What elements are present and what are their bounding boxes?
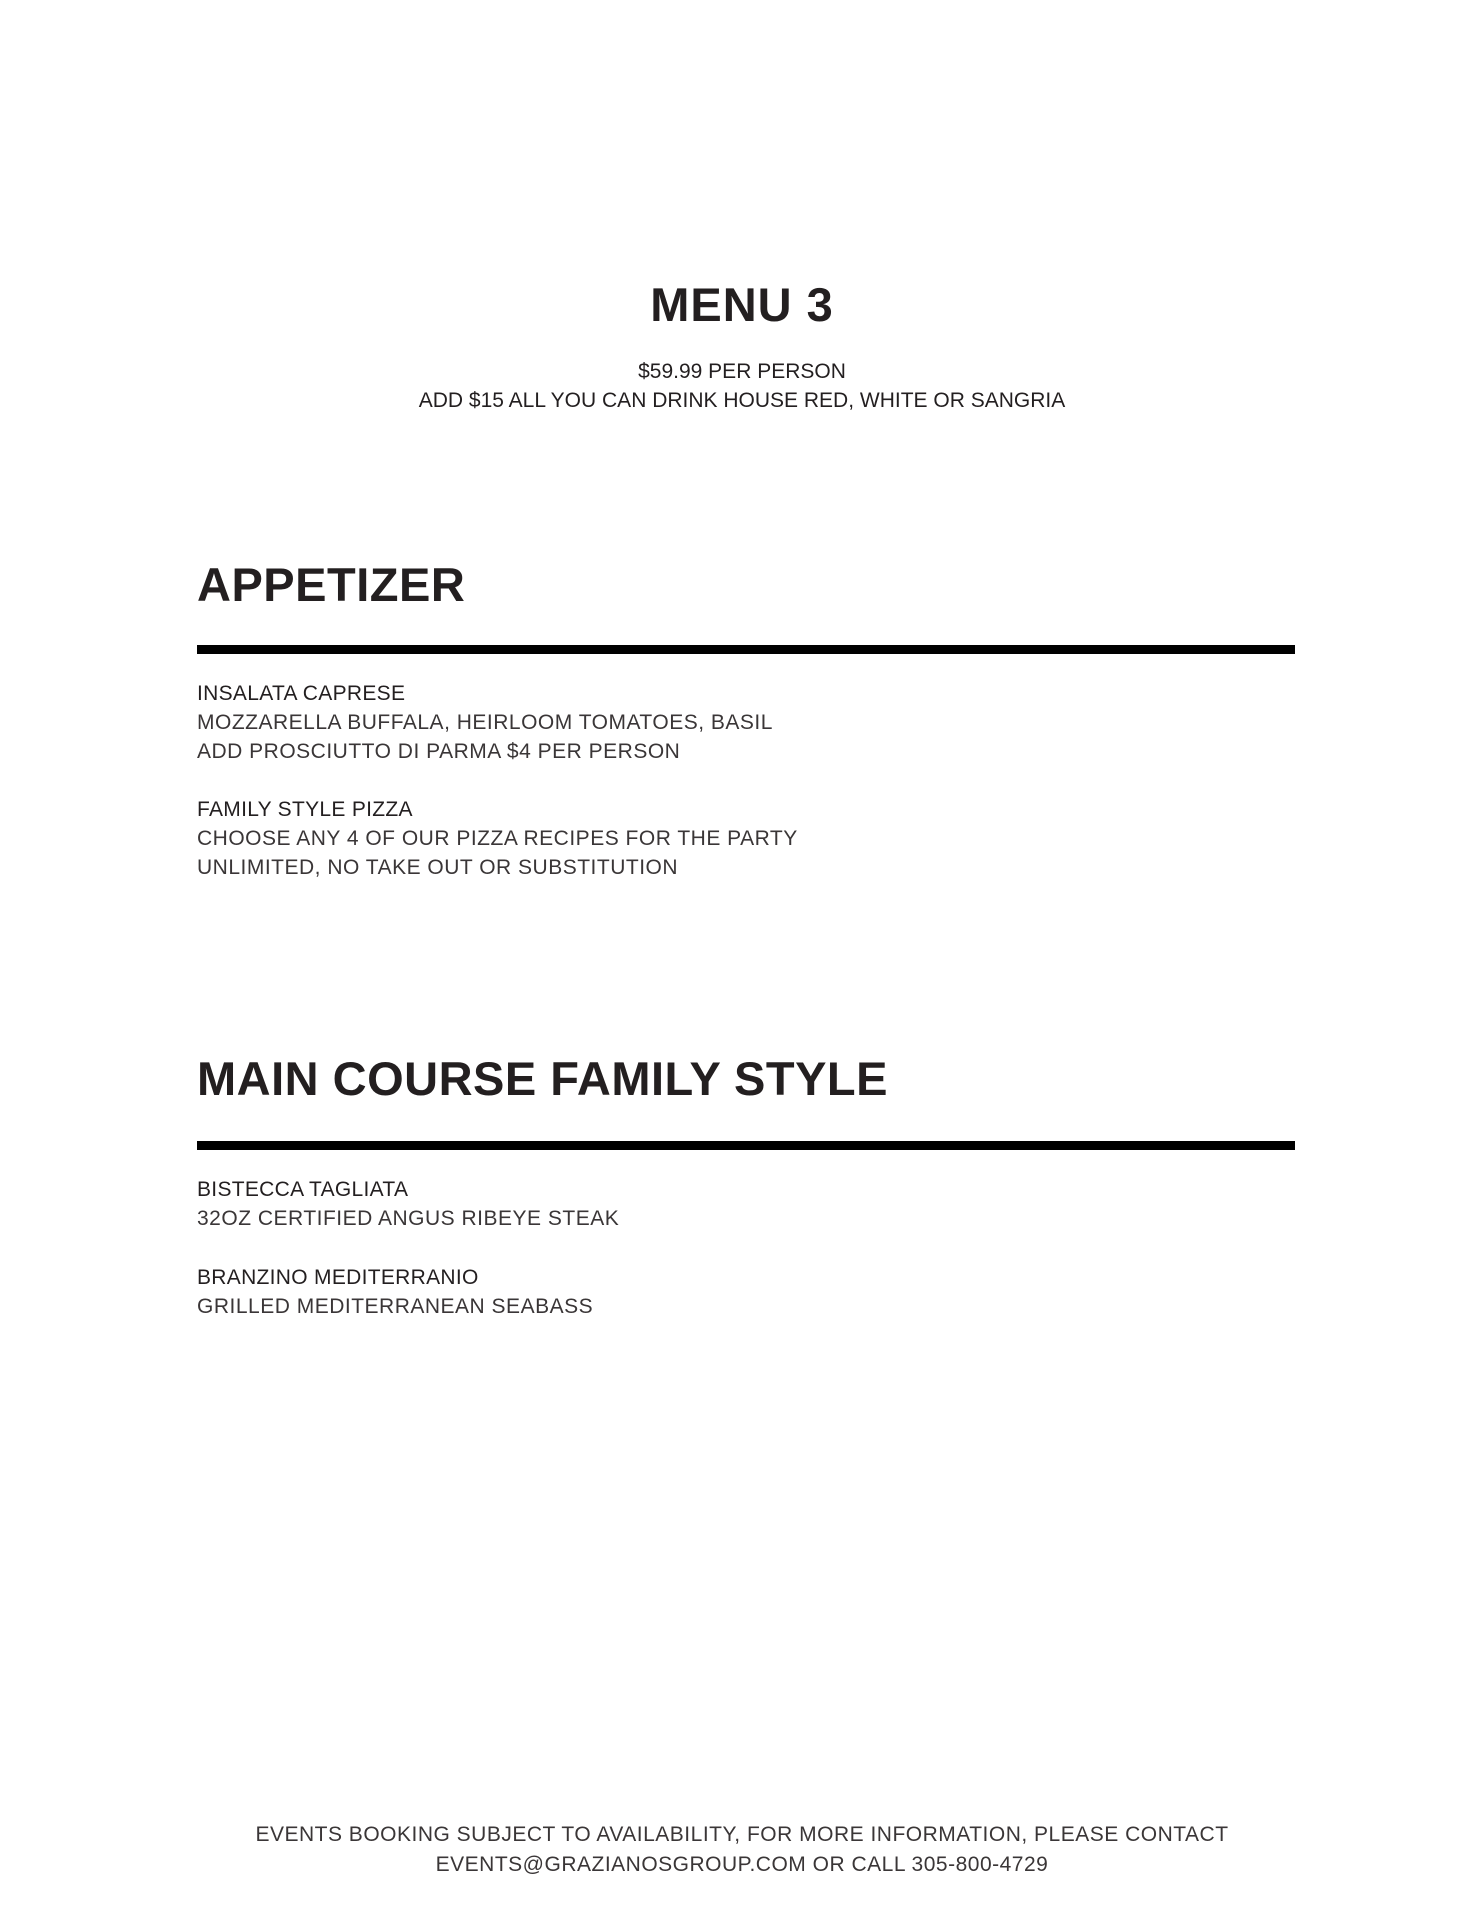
section-divider bbox=[197, 1141, 1295, 1150]
item-description: ADD PROSCIUTTO DI PARMA $4 PER PERSON bbox=[197, 740, 681, 763]
item-description: CHOOSE ANY 4 OF OUR PIZZA RECIPES FOR THE PARTY bbox=[197, 827, 798, 850]
drinks-offer: ADD $15 ALL YOU CAN DRINK HOUSE RED, WHITE OR SANGRIA bbox=[418, 389, 1066, 412]
item-description: MOZZARELLA BUFFALA, HEIRLOOM TOMATOES, BASIL bbox=[197, 711, 773, 734]
item-name: BRANZINO MEDITERRANIO bbox=[197, 1266, 479, 1289]
menu-item bbox=[197, 1263, 593, 1321]
menu-item bbox=[197, 679, 773, 766]
footer-line: EVENTS BOOKING SUBJECT TO AVAILABILITY, FOR MORE INFORMATION, PLEASE CONTACT bbox=[255, 1823, 1229, 1846]
section-divider bbox=[197, 645, 1295, 654]
item-name: BISTECCA TAGLIATA bbox=[197, 1178, 409, 1201]
menu-title: MENU 3 bbox=[650, 278, 834, 331]
menu-item bbox=[197, 795, 798, 882]
item-description: UNLIMITED, NO TAKE OUT OR SUBSTITUTION bbox=[197, 856, 679, 879]
section-heading-appetizer: APPETIZER bbox=[197, 558, 466, 611]
menu-item bbox=[197, 1175, 619, 1233]
item-name: FAMILY STYLE PIZZA bbox=[197, 798, 413, 821]
item-description: GRILLED MEDITERRANEAN SEABASS bbox=[197, 1295, 594, 1318]
item-name: INSALATA CAPRESE bbox=[197, 682, 406, 705]
section-heading-main-course: MAIN COURSE FAMILY STYLE bbox=[197, 1052, 888, 1105]
footer-contact bbox=[0, 1820, 1484, 1880]
item-description: 32OZ CERTIFIED ANGUS RIBEYE STEAK bbox=[197, 1207, 620, 1230]
footer-line: EVENTS@GRAZIANOSGROUP.COM OR CALL 305-800-4729 bbox=[435, 1853, 1049, 1876]
menu-price: $59.99 PER PERSON bbox=[638, 360, 846, 383]
